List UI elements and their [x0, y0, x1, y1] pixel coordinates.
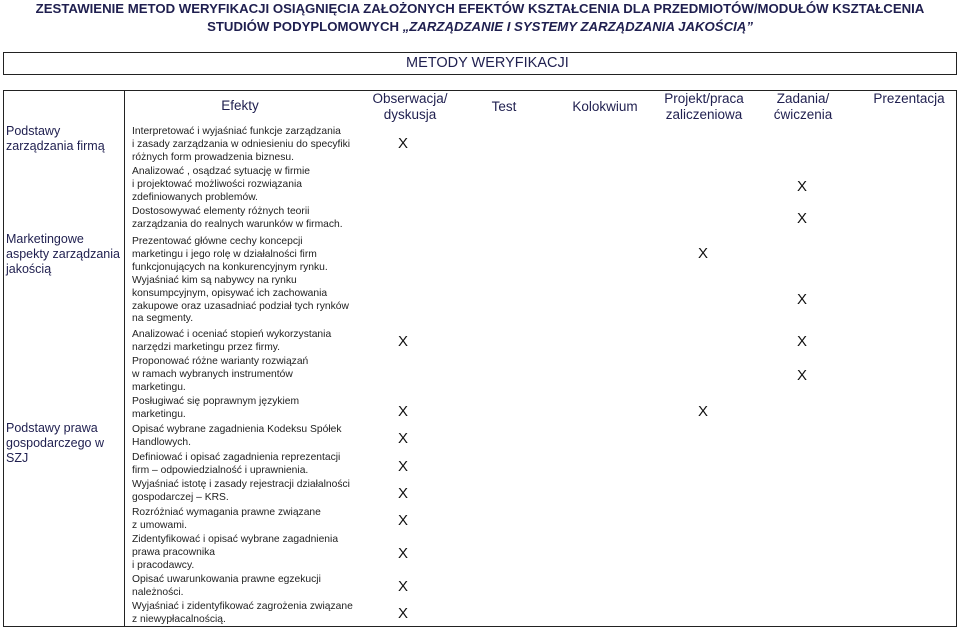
effect-line: Interpretować i wyjaśniać funkcje zarządzania — [132, 126, 341, 137]
effect-item — [132, 507, 354, 533]
header-projekt-line2: zaliczeniowa — [665, 107, 743, 122]
subject-line: Podstawy — [6, 124, 61, 138]
table-right-border — [956, 90, 957, 627]
subject-marketingowe-aspekty — [6, 232, 121, 277]
header-kolokwium: Kolokwium — [572, 99, 638, 114]
subject-line: Marketingowe — [6, 232, 84, 246]
header-projekt — [651, 91, 757, 123]
document-title: ZESTAWIENIE METOD WERYFIKACJI OSIĄGNIĘCIA ZAŁOŻONYCH EFEKTÓW KSZTAŁCENIA DLA PRZEDMIOTÓW/MODUŁÓW KSZTAŁCENIA — [35, 1, 925, 16]
effect-line: z umowami. — [132, 519, 187, 531]
effect-item — [132, 396, 354, 422]
effect-line: Handlowych. — [132, 436, 191, 448]
effect-line: w ramach wybranych instrumentów — [132, 368, 293, 380]
effect-line: gospodarczej – KRS. — [132, 491, 229, 503]
effect-item — [132, 452, 354, 478]
mark-projekt: X — [698, 245, 709, 262]
subject-line: zarządzania firmą — [6, 139, 105, 153]
effect-line: funkcjonujących na konkurencyjnym rynku. — [132, 261, 328, 273]
effect-line: Posługiwać się poprawnym językiem — [132, 396, 300, 407]
header-zadania-line1: Zadania/ — [776, 91, 830, 106]
effect-line: Dostosowywać elementy różnych teorii — [132, 206, 310, 217]
subtitle-prefix: STUDIÓW PODYPLOMOWYCH — [207, 19, 403, 34]
header-efekty: Efekty — [221, 98, 259, 113]
effect-line: należności. — [132, 586, 184, 598]
subject-podstawy-zarzadzania — [6, 124, 121, 154]
mark-zadania: X — [797, 210, 808, 227]
mark-zadania: X — [797, 367, 808, 384]
effect-line: Opisać uwarunkowania prawne egzekucji — [132, 574, 321, 585]
effect-item — [132, 424, 354, 450]
mark-obserwacja: X — [398, 512, 409, 529]
effect-line: Rozróżniać wymagania prawne związane — [132, 507, 321, 518]
effect-line: na segmenty. — [132, 313, 194, 325]
effect-line: i zasady zarządzania w odniesieniu do specyfiki — [132, 138, 351, 150]
effect-line: Analizować i oceniać stopień wykorzystania — [132, 329, 332, 340]
effect-item — [132, 275, 354, 326]
effect-line: prawa pracownika — [132, 546, 215, 558]
effect-line: zakupowe oraz uzasadniać podział tych rynków — [132, 300, 349, 312]
effect-line: Wyjaśniać kim są nabywcy na rynku — [132, 275, 297, 286]
effect-item — [132, 479, 354, 505]
subtitle-program-name: „ZARZĄDZANIE I SYSTEMY ZARZĄDZANIA JAKOŚCIĄ” — [402, 19, 753, 34]
header-test: Test — [491, 99, 517, 114]
header-obserwacja-line2: dyskusja — [383, 107, 437, 122]
effect-line: z niewypłacalnością. — [132, 613, 226, 625]
effect-line: Zidentyfikować i opisać wybrane zagadnienia — [132, 534, 339, 545]
subject-line: aspekty zarządzania — [6, 247, 120, 261]
header-prezentacja: Prezentacja — [873, 91, 945, 106]
mark-obserwacja: X — [398, 430, 409, 447]
effect-item — [132, 574, 354, 600]
effect-line: Prezentować główne cechy koncepcji — [132, 236, 303, 247]
effect-line: Proponować różne warianty rozwiązań — [132, 356, 309, 367]
mark-obserwacja: X — [398, 135, 409, 152]
effect-line: zarządzania do realnych warunków w firmach. — [132, 218, 343, 230]
effect-item — [132, 534, 354, 572]
subject-column-divider — [124, 90, 125, 627]
document-subtitle — [0, 19, 960, 34]
effect-line: firm – odpowiedzialność i uprawnienia. — [132, 464, 309, 476]
effect-item — [132, 356, 354, 394]
header-obserwacja — [355, 91, 465, 123]
mark-obserwacja: X — [398, 545, 409, 562]
header-obserwacja-line1: Obserwacja/ — [372, 91, 448, 106]
effect-item — [132, 601, 354, 627]
mark-zadania: X — [797, 333, 808, 350]
effect-item — [132, 166, 354, 204]
effect-line: i projektować możliwości rozwiązania — [132, 178, 302, 190]
mark-obserwacja: X — [398, 485, 409, 502]
mark-projekt: X — [698, 403, 709, 420]
subject-line: jakością — [6, 262, 52, 276]
subject-podstawy-prawa — [6, 421, 121, 466]
methods-header: METODY WERYFIKACJI — [406, 55, 569, 71]
methods-header-box — [3, 52, 957, 75]
effect-line: marketingu. — [132, 381, 186, 393]
effect-line: Analizować , osądzać sytuację w firmie — [132, 166, 310, 177]
mark-obserwacja: X — [398, 605, 409, 622]
effect-line: narzędzi marketingu przez firmy. — [132, 341, 281, 353]
effect-line: Definiować i opisać zagadnienia reprezentacji — [132, 452, 341, 463]
header-zadania-line2: ćwiczenia — [773, 107, 833, 122]
effect-item — [132, 236, 354, 274]
effect-item — [132, 329, 354, 355]
mark-zadania: X — [797, 178, 808, 195]
mark-obserwacja: X — [398, 403, 409, 420]
effect-line: marketingu. — [132, 408, 186, 420]
subject-line: Podstawy prawa — [6, 421, 98, 435]
effect-line: Wyjaśniać istotę i zasady rejestracji działalności — [132, 479, 350, 490]
header-projekt-line1: Projekt/praca — [664, 91, 744, 106]
effect-line: Wyjaśniać i zidentyfikować zagrożenia związane — [132, 601, 353, 612]
table-left-border — [3, 90, 4, 627]
mark-obserwacja: X — [398, 458, 409, 475]
header-zadania — [763, 91, 843, 123]
effect-line: marketingu i jego rolę w działalności firm — [132, 248, 317, 260]
subject-line: gospodarczego w SZJ — [6, 436, 104, 465]
effect-line: i pracodawcy. — [132, 559, 195, 571]
effect-line: różnych form prowadzenia biznesu. — [132, 151, 294, 163]
mark-obserwacja: X — [398, 333, 409, 350]
effect-item — [132, 206, 354, 232]
mark-obserwacja: X — [398, 578, 409, 595]
effect-line: Opisać wybrane zagadnienia Kodeksu Spółek — [132, 424, 342, 435]
effect-line: zdefiniowanych problemów. — [132, 191, 258, 203]
mark-zadania: X — [797, 291, 808, 308]
effect-item — [132, 126, 354, 164]
effect-line: konsumpcyjnym, opisywać ich zachowania — [132, 287, 328, 299]
